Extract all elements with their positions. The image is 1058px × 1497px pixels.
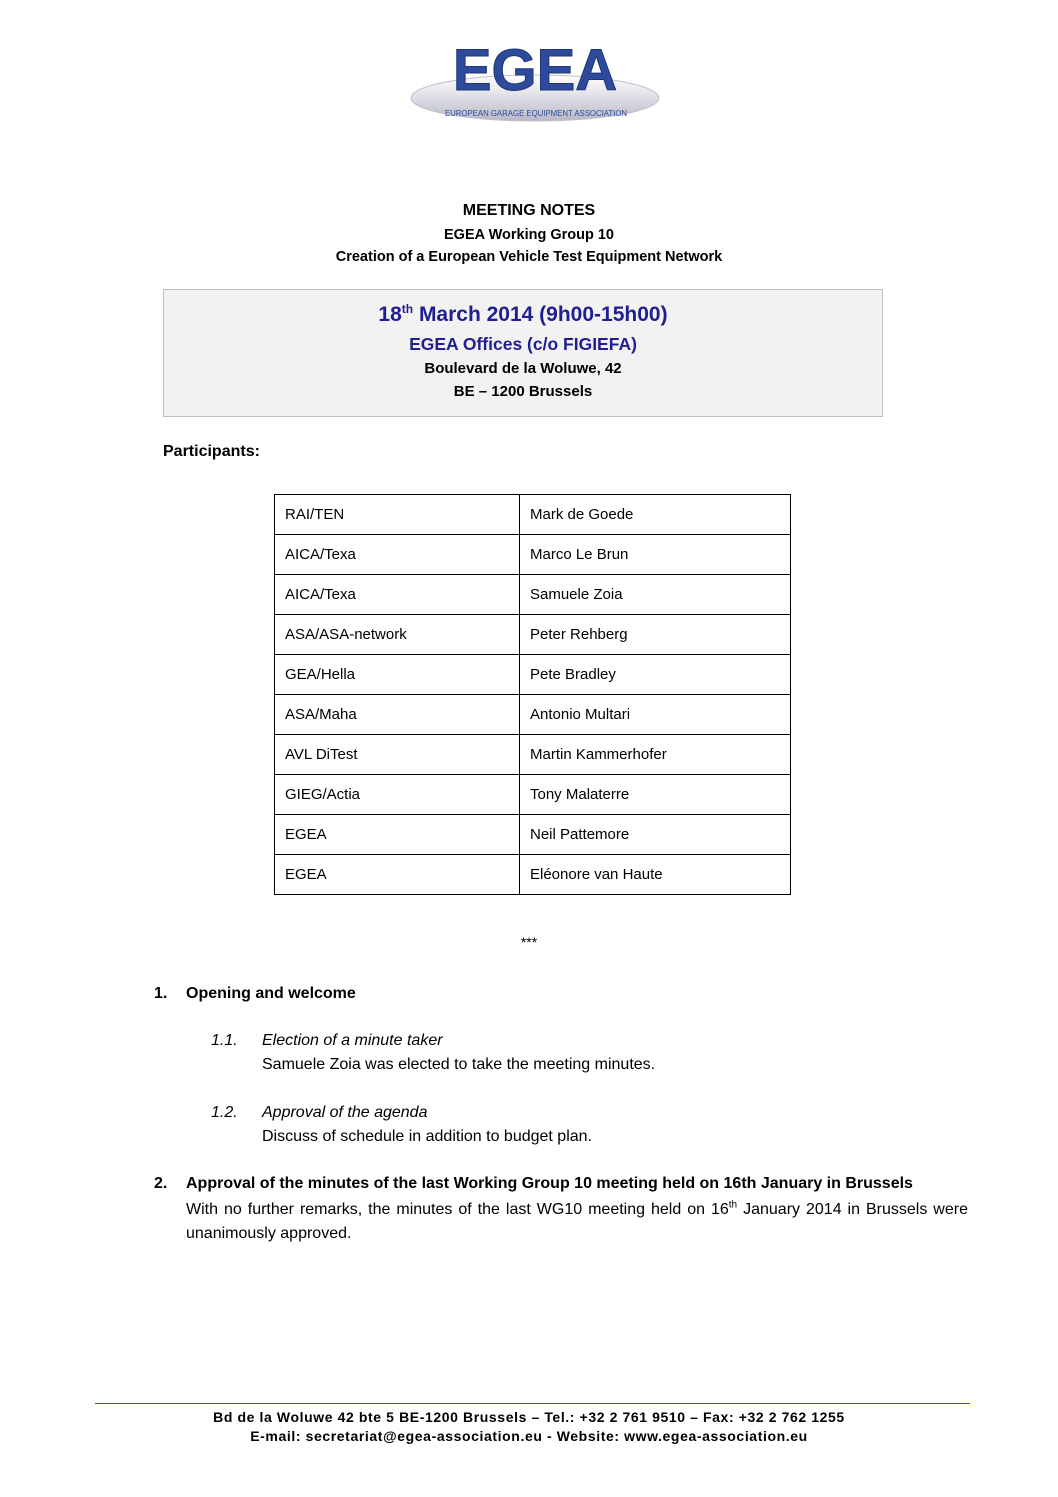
participant-name: Peter Rehberg xyxy=(520,615,791,655)
participant-org: AVL DiTest xyxy=(275,735,520,775)
item-1-2-title: Approval of the agenda xyxy=(262,1104,428,1121)
egea-logo xyxy=(408,38,662,128)
venue-street: Boulevard de la Woluwe, 42 xyxy=(424,360,622,377)
logo-wordmark: EGEA xyxy=(452,38,618,103)
item-1-2-number: 1.2. xyxy=(211,1104,238,1121)
footer-contact: E-mail: secretariat@egea-association.eu - Website: www.egea-association.eu xyxy=(250,1428,808,1444)
venue-city: BE – 1200 Brussels xyxy=(453,383,593,400)
participants-table xyxy=(274,494,791,895)
section-2-paragraph xyxy=(186,1198,968,1246)
meeting-venue: EGEA Offices (c/o FIGIEFA) xyxy=(409,334,637,354)
participant-org: GIEG/Actia xyxy=(275,775,520,815)
working-group-heading: EGEA Working Group 10 xyxy=(444,227,614,243)
meeting-date-rest: March 2014 (9h00-15h00) xyxy=(413,303,668,326)
participant-org: EGEA xyxy=(275,855,520,895)
footer-rule xyxy=(95,1403,970,1404)
participant-org: RAI/TEN xyxy=(275,495,520,535)
table-row xyxy=(275,775,791,815)
table-row xyxy=(275,735,791,775)
participant-name: Neil Pattemore xyxy=(520,815,791,855)
item-1-1-number: 1.1. xyxy=(211,1032,238,1049)
section-2-text-sup: th xyxy=(728,1199,738,1211)
item-1-1-title: Election of a minute taker xyxy=(262,1032,443,1049)
participant-org: ASA/Maha xyxy=(275,695,520,735)
meeting-date xyxy=(164,302,882,327)
table-row xyxy=(275,615,791,655)
section-2-text-part1: With no further remarks, the minutes of the last WG10 meeting held on 16 xyxy=(186,1201,729,1218)
participant-org: GEA/Hella xyxy=(275,655,520,695)
logo-subtitle: EUROPEAN GARAGE EQUIPMENT ASSOCIATION xyxy=(444,109,628,118)
document-title: MEETING NOTES xyxy=(462,202,596,219)
participant-name: Samuele Zoia xyxy=(520,575,791,615)
participant-org: ASA/ASA-network xyxy=(275,615,520,655)
participant-org: AICA/Texa xyxy=(275,575,520,615)
item-1-1-body: Samuele Zoia was elected to take the meeting minutes. xyxy=(262,1056,656,1073)
participant-name: Antonio Multari xyxy=(520,695,791,735)
table-row xyxy=(275,495,791,535)
subject-heading: Creation of a European Vehicle Test Equipment Network xyxy=(335,249,723,265)
section-1-number: 1. xyxy=(154,985,168,1002)
footer-address: Bd de la Woluwe 42 bte 5 BE-1200 Brussels – Tel.: +32 2 761 9510 – Fax: +32 2 762 1255 xyxy=(213,1409,845,1425)
participant-org: AICA/Texa xyxy=(275,535,520,575)
participant-name: Pete Bradley xyxy=(520,655,791,695)
section-2-number: 2. xyxy=(154,1175,168,1192)
participant-name: Mark de Goede xyxy=(520,495,791,535)
participant-name: Martin Kammerhofer xyxy=(520,735,791,775)
section-separator: *** xyxy=(520,934,538,950)
table-row xyxy=(275,535,791,575)
participant-name: Tony Malaterre xyxy=(520,775,791,815)
participant-org: EGEA xyxy=(275,815,520,855)
meeting-day-suffix: th xyxy=(401,302,414,316)
participants-label: Participants: xyxy=(163,443,260,460)
table-row xyxy=(275,815,791,855)
section-2-title: Approval of the minutes of the last Working Group 10 meeting held on 16th January in Brussels xyxy=(186,1175,913,1192)
meeting-day: 18 xyxy=(378,303,402,326)
table-row xyxy=(275,575,791,615)
item-1-2-body: Discuss of schedule in addition to budget plan. xyxy=(262,1128,592,1145)
participant-name: Marco Le Brun xyxy=(520,535,791,575)
participant-name: Eléonore van Haute xyxy=(520,855,791,895)
section-2-text-part2: January 2014 in Brussels were unanimously approved. xyxy=(186,1201,968,1242)
table-row xyxy=(275,855,791,895)
table-row xyxy=(275,695,791,735)
meeting-info-box xyxy=(163,289,883,417)
table-row xyxy=(275,655,791,695)
section-1-title: Opening and welcome xyxy=(186,985,356,1002)
